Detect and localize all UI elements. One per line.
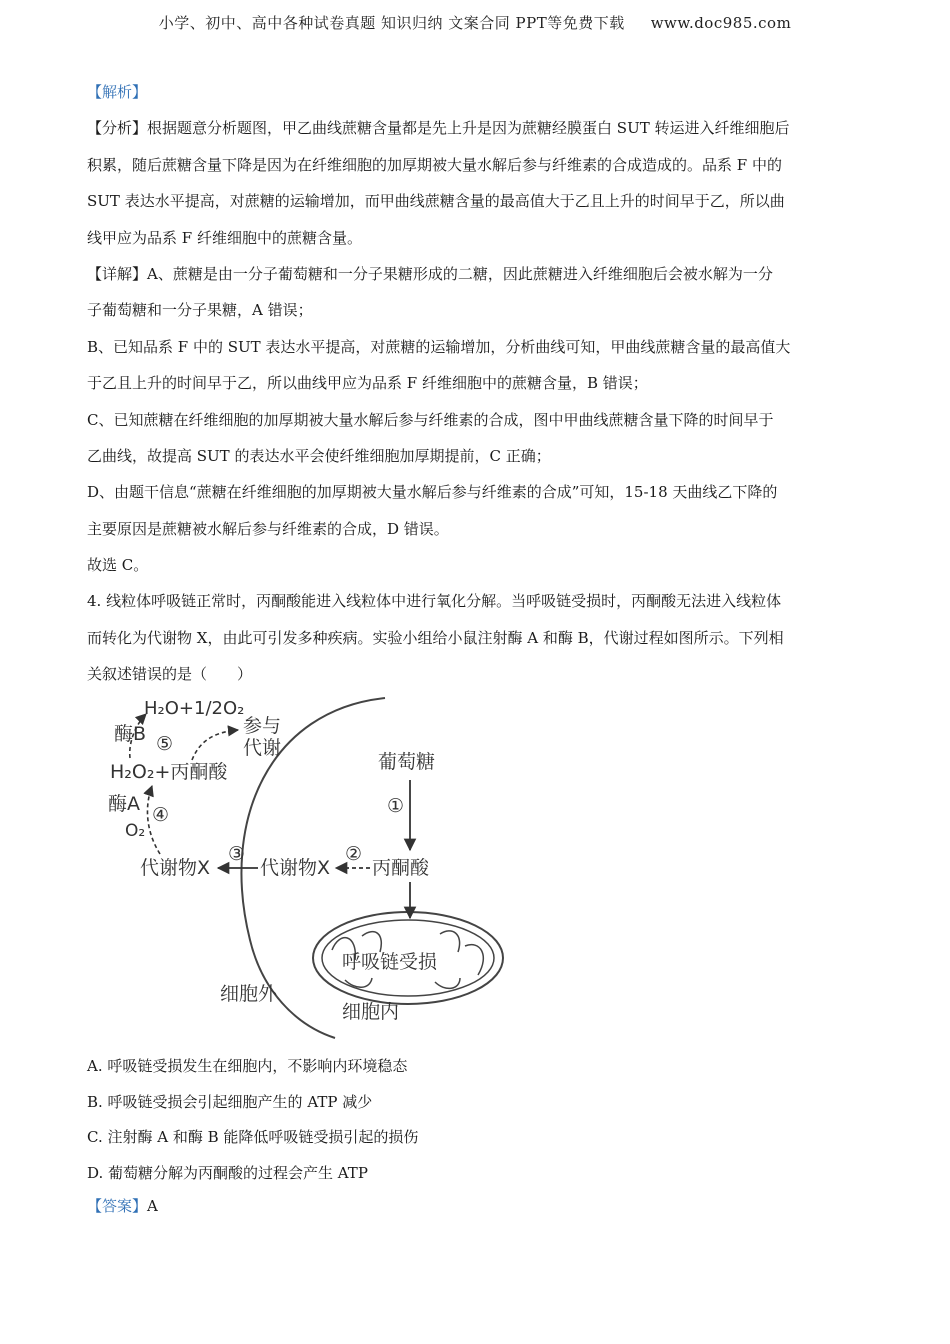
option-b: B. 呼吸链受损会引起细胞产生的 ATP 减少 — [87, 1092, 373, 1111]
fenxi-text: 根据题意分析题图，甲乙曲线蔗糖含量都是先上升是因为蔗糖经膜蛋白 SUT 转运进入纤维细胞后 — [147, 119, 790, 138]
metabolism-label: 代谢 — [243, 737, 282, 759]
o2-label: O₂ — [125, 821, 146, 841]
question-stem: 而转化为代谢物 X，由此可引发多种疾病。实验小组给小鼠注射酶 A 和酶 B，代谢过程如图所示。下列相 — [87, 628, 784, 647]
step-5: ⑤ — [156, 733, 174, 755]
option-d: D. 葡萄糖分解为丙酮酸的过程会产生 ATP — [87, 1163, 368, 1182]
fenxi-tag: 【分析】 — [87, 119, 148, 138]
option-a: A. 呼吸链受损发生在细胞内，不影响内环境稳态 — [87, 1057, 408, 1075]
participate-label: 参与 — [243, 715, 282, 737]
xiangjie-line: B、已知品系 F 中的 SUT 表达水平提高，对蔗糖的运输增加，分析曲线可知，甲曲线蔗糖含量的最高值大 — [87, 337, 791, 356]
step-2: ② — [345, 843, 363, 865]
enzyme-b-label: 酶B — [114, 723, 147, 745]
enzyme-a-label: 酶A — [108, 793, 140, 815]
answer-value: A — [147, 1197, 158, 1215]
xiangjie-text: A、蔗糖是由一分子葡萄糖和一分子果糖形成的二糖，因此蔗糖进入纤维细胞后会被水解为一分 — [147, 264, 773, 283]
fenxi-line: 积累，随后蔗糖含量下降是因为在纤维细胞的加厚期被大量水解后参与纤维素的合成造成的。品系 F 中的 — [87, 155, 782, 174]
xiangjie-line: D、由题干信息“蔗糖在纤维细胞的加厚期被大量水解后参与纤维素的合成”可知，15-18 天曲线乙下降的 — [87, 483, 778, 502]
options-list — [87, 1052, 867, 1194]
answer-line — [87, 1192, 158, 1220]
fenxi-line — [87, 114, 867, 150]
analysis-section — [87, 78, 867, 686]
fenxi-line: SUT 表达水平提高，对蔗糖的运输增加，而甲曲线蔗糖含量的最高值大于乙且上升的时间早于乙，所以曲 — [87, 192, 785, 211]
h2o-top-label: H₂O+1/2O₂ — [144, 698, 245, 719]
question-stem: 关叙述错误的是（ ） — [87, 665, 253, 684]
glucose-label: 葡萄糖 — [378, 751, 436, 773]
option-c: C. 注射酶 A 和酶 B 能降低呼吸链受损引起的损伤 — [87, 1128, 419, 1146]
xiangjie-line: 主要原因是蔗糖被水解后参与纤维素的合成，D 错误。 — [87, 519, 449, 538]
conclusion: 故选 C。 — [87, 556, 149, 575]
xiangjie-tag: 【详解】 — [87, 264, 148, 283]
inside-label: 细胞内 — [342, 1001, 400, 1023]
page-header — [0, 12, 950, 33]
analysis-heading: 【解析】 — [87, 83, 148, 101]
header-site: www.doc985.com — [650, 14, 792, 32]
step-4: ④ — [152, 804, 170, 826]
arrow-participate — [192, 730, 238, 760]
metabolite-x-inside: 代谢物X — [260, 857, 331, 879]
h2o2-pyruvate-label: H₂O₂+丙酮酸 — [110, 761, 228, 783]
metabolite-x-outside: 代谢物X — [140, 857, 211, 879]
xiangjie-line: 于乙且上升的时间早于乙，所以曲线甲应为品系 F 纤维细胞中的蔗糖含量，B 错误； — [87, 374, 648, 393]
xiangjie-line — [87, 260, 867, 296]
answer-tag: 【答案】 — [87, 1197, 148, 1215]
pyruvate-label: 丙酮酸 — [372, 857, 430, 879]
xiangjie-line: 乙曲线，故提高 SUT 的表达水平会使纤维细胞加厚期提前，C 正确； — [87, 446, 551, 465]
xiangjie-line: C、已知蔗糖在纤维细胞的加厚期被大量水解后参与纤维素的合成，图中甲曲线蔗糖含量下降的时间早于 — [87, 410, 774, 429]
question-stem: 4. 线粒体呼吸链正常时，丙酮酸能进入线粒体中进行氧化分解。当呼吸链受损时，丙酮酸无法进入线粒体 — [87, 592, 782, 611]
metabolism-diagram — [100, 690, 510, 1040]
step-1: ① — [387, 795, 405, 817]
outside-label: 细胞外 — [220, 983, 278, 1005]
mito-label: 呼吸链受损 — [342, 951, 438, 973]
step-3: ③ — [228, 843, 246, 865]
fenxi-line: 线甲应为品系 F 纤维细胞中的蔗糖含量。 — [87, 228, 362, 247]
header-text: 小学、初中、高中各种试卷真题 知识归纳 文案合同 PPT等免费下载 — [158, 14, 625, 32]
xiangjie-line: 子葡萄糖和一分子果糖，A 错误； — [87, 301, 313, 320]
